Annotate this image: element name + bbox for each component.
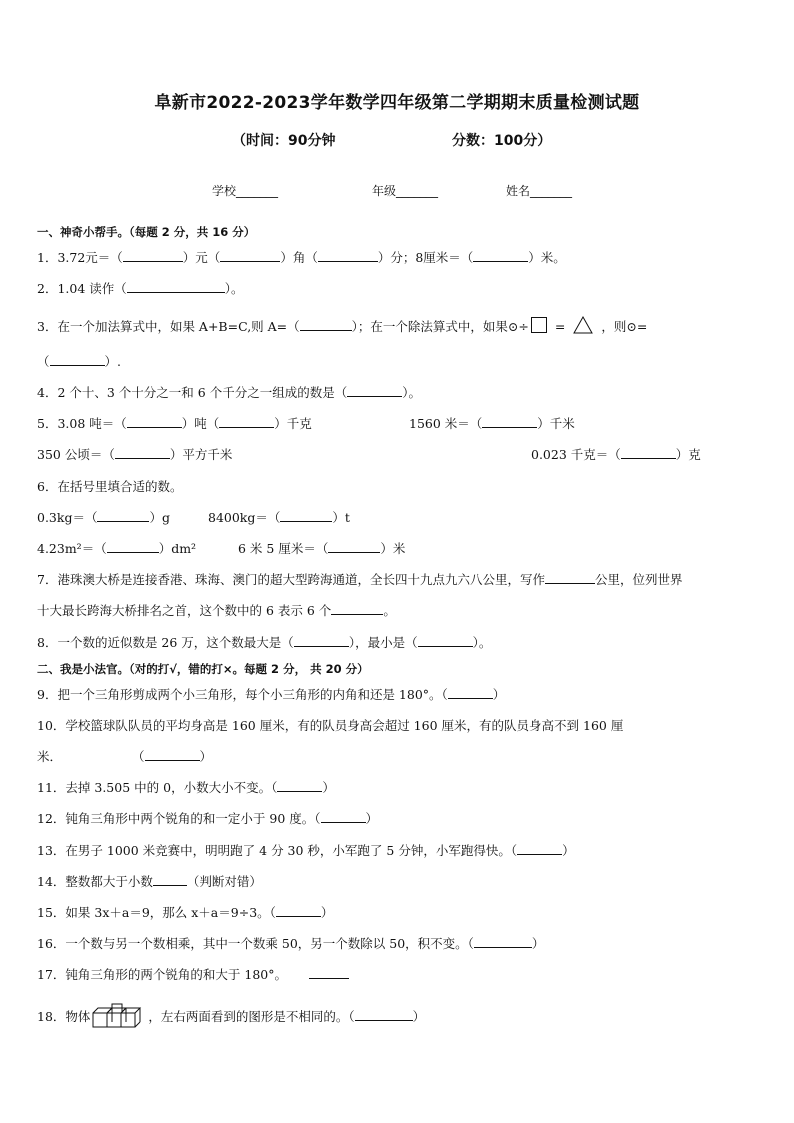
question-5b: 1560 米＝（ ）千米: [409, 416, 575, 431]
question-6a: 0.3kg＝（ ）g: [37, 510, 170, 525]
school-field: 学校_______: [212, 184, 279, 198]
answer-blank[interactable]: [220, 249, 280, 262]
answer-blank[interactable]: [127, 280, 225, 293]
answer-blank[interactable]: [517, 842, 562, 855]
question-6c: 4.23m²＝（ ）dm²: [37, 541, 197, 556]
answer-blank[interactable]: [418, 634, 473, 647]
cube-stack-icon: [92, 1003, 146, 1029]
question-9: 9．把一个三角形剪成两个小三角形，每个小三角形的内角和还是 180°。（ ）: [37, 687, 506, 702]
section-2-heading: 二、我是小法官。（对的打√，错的打×。每题 2 分， 共 20 分）: [37, 662, 369, 676]
answer-blank[interactable]: [280, 509, 332, 522]
answer-blank[interactable]: [107, 540, 159, 553]
answer-blank[interactable]: [473, 249, 528, 262]
answer-blank[interactable]: [448, 686, 493, 699]
answer-blank[interactable]: [219, 415, 274, 428]
answer-blank[interactable]: [115, 446, 170, 459]
question-6: 6．在括号里填合适的数。: [37, 479, 183, 494]
answer-blank[interactable]: [331, 602, 383, 615]
question-2: 2．1.04 读作（ ）。: [37, 281, 244, 296]
question-10-cont: 米． （ ）: [37, 749, 213, 764]
answer-blank[interactable]: [153, 873, 187, 886]
answer-blank[interactable]: [328, 540, 380, 553]
question-12: 12．钝角三角形中两个锐角的和一定小于 90 度。（ ）: [37, 811, 379, 826]
question-5d: 0.023 千克＝（ ）克: [531, 447, 701, 462]
answer-blank[interactable]: [300, 318, 352, 331]
question-3: 3．在一个加法算式中，如果 A+B=C,则 A=（ ）；在一个除法算式中，如果⊙÷ = ，则⊙=: [37, 316, 647, 336]
answer-blank[interactable]: [355, 1008, 413, 1021]
section-1-heading: 一、神奇小帮手。（每题 2 分，共 16 分）: [37, 225, 256, 239]
question-6b: 8400kg＝（ ）t: [208, 510, 350, 525]
name-field: 姓名_______: [506, 184, 573, 198]
page-title: 阜新市2022-2023学年数学四年级第二学期期末质量检测试题: [154, 93, 640, 113]
question-3-cont: （ ）.: [37, 354, 121, 369]
answer-blank[interactable]: [621, 446, 676, 459]
answer-blank[interactable]: [145, 748, 200, 761]
answer-blank[interactable]: [318, 249, 378, 262]
answer-blank[interactable]: [474, 935, 532, 948]
question-14: 14．整数都大于小数 （判断对错）: [37, 874, 262, 889]
answer-blank[interactable]: [347, 384, 402, 397]
question-6d: 6 米 5 厘米＝（ ）米: [238, 541, 406, 556]
answer-blank[interactable]: [482, 415, 537, 428]
question-10: 10．学校篮球队队员的平均身高是 160 厘米，有的队员身高会超过 160 厘米，有的队员身高不到 160 厘: [37, 718, 624, 733]
answer-blank[interactable]: [277, 779, 322, 792]
question-18: 18．物体 ，左右两面看到的图形是不相同的。（ ）: [37, 1003, 425, 1029]
time-label: （时间：90分钟: [232, 133, 336, 149]
question-8: 8．一个数的近似数是 26 万，这个数最大是（ ），最小是（ ）。: [37, 635, 492, 650]
question-16: 16．一个数与另一个数相乘，其中一个数乘 50，另一个数除以 50，积不变。（ ）: [37, 936, 545, 951]
question-7: 7．港珠澳大桥是连接香港、珠海、澳门的超大型跨海通道，全长四十九点九六八公里，写作 公里，位列世界: [37, 572, 683, 587]
square-icon: [531, 317, 547, 333]
question-13: 13．在男子 1000 米竞赛中，明明跑了 4 分 30 秒，小军跑了 5 分钟，小军跑得快。（ ）: [37, 843, 575, 858]
question-4: 4．2 个十、3 个十分之一和 6 个千分之一组成的数是（ ）。: [37, 385, 421, 400]
answer-blank[interactable]: [545, 571, 595, 584]
question-5c: 350 公顷＝（ ）平方千米: [37, 447, 233, 462]
question-7-cont: 十大最长跨海大桥排名之首，这个数中的 6 表示 6 个 。: [37, 603, 396, 618]
score-label: 分数：100分）: [452, 133, 552, 149]
question-15: 15．如果 3x＋a＝9，那么 x＋a＝9÷3。（ ）: [37, 905, 334, 920]
answer-blank[interactable]: [294, 634, 349, 647]
answer-blank[interactable]: [97, 509, 149, 522]
answer-blank[interactable]: [123, 249, 183, 262]
triangle-icon: [573, 316, 593, 334]
answer-blank[interactable]: [321, 810, 366, 823]
question-1: 1．3.72元＝（ ）元（ ）角（ ）分；8厘米＝（ ）米。: [37, 250, 566, 265]
answer-blank[interactable]: [276, 904, 321, 917]
answer-blank[interactable]: [127, 415, 182, 428]
question-17: 17．钝角三角形的两个锐角的和大于 180°。: [37, 966, 349, 984]
question-5a: 5．3.08 吨＝（ ）吨（ ）千克: [37, 416, 312, 431]
answer-blank[interactable]: [309, 966, 349, 979]
grade-field: 年级_______: [372, 184, 439, 198]
question-11: 11．去掉 3.505 中的 0，小数大小不变。（ ）: [37, 780, 335, 795]
answer-blank[interactable]: [50, 353, 105, 366]
